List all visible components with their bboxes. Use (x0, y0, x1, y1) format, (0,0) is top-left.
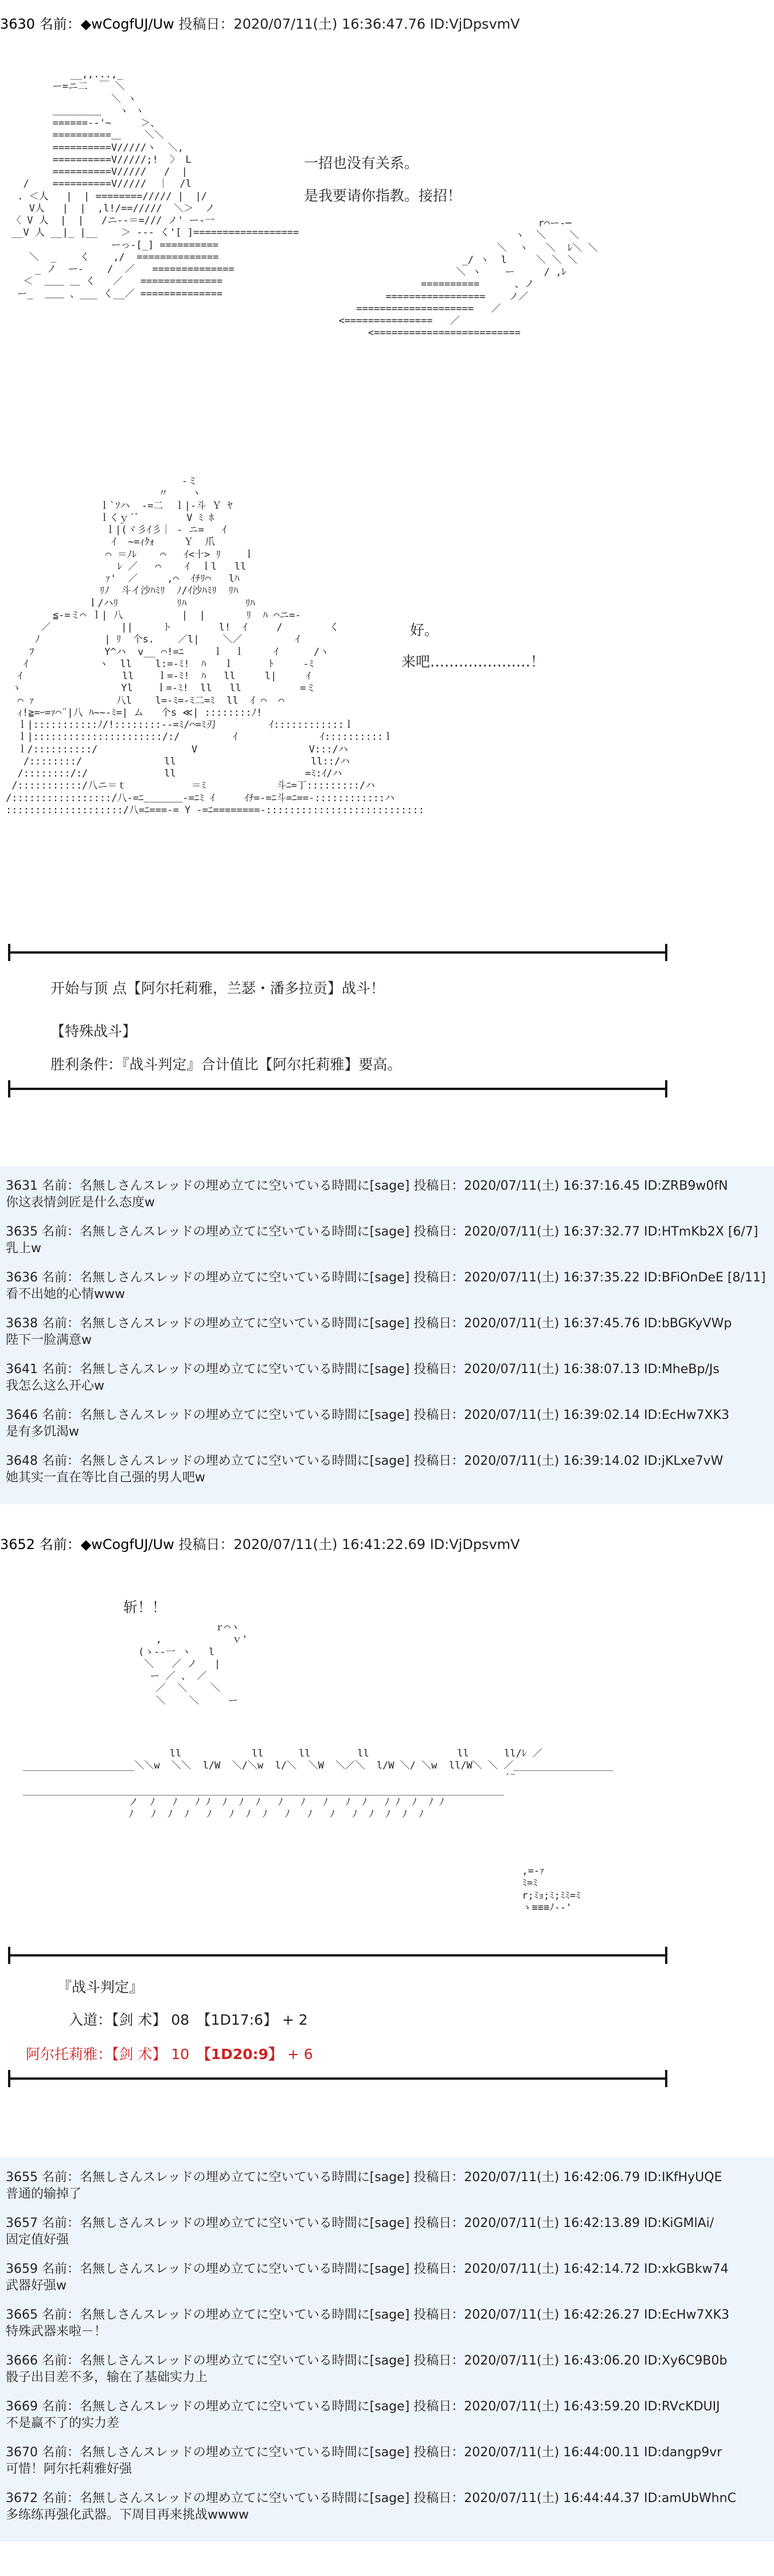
reply-item: 3659 名前：名無しさんスレッドの埋め立てに空いている時間に[sage] 投稿日：2020/07/11(土) 16:42:14.72 ID:xkGBkw74 武器好强w (6, 2262, 729, 2293)
reply-item: 3636 名前：名無しさんスレッドの埋め立てに空いている時間に[sage] 投稿日：2020/07/11(土) 16:37:35.22 ID:BFiOnDeE [8/11] 看不出她的心情www (6, 1271, 766, 1301)
judge-row: 入道：【剑 术】 08 【1D17:6】 + 2 (69, 2012, 308, 2028)
reply-item: 3638 名前：名無しさんスレッドの埋め立てに空いている時間に[sage] 投稿日：2020/07/11(土) 16:37:45.76 ID:bBGKyVWp 陛下一脸满意w (6, 1316, 732, 1347)
post-date-id: 投稿日：2020/07/11(土) 16:41:22.69 ID:VjDpsvmV (174, 1536, 520, 1552)
reply-item: 3635 名前：名無しさんスレッドの埋め立てに空いている時間に[sage] 投稿日：2020/07/11(土) 16:37:32.77 ID:HTmKb2X [6/7] 乳上w (6, 1225, 759, 1256)
judge-row-winner: 阿尔托莉雅：【剑 术】 10 【1D20:9】 + 6 (26, 2046, 313, 2063)
reply-item: 3670 名前：名無しさんスレッドの埋め立てに空いている時間に[sage] 投稿日：2020/07/11(土) 16:44:00.11 ID:dangp9vr 可惜！阿尔托莉雅好强 (6, 2445, 722, 2476)
reply-item: 3657 名前：名無しさんスレッドの埋め立てに空いている時間に[sage] 投稿日：2020/07/11(土) 16:42:13.89 ID:KiGMlAi/ 固定值好强 (6, 2216, 714, 2247)
reply-item: 3641 名前：名無しさんスレッドの埋め立てに空いている時間に[sage] 投稿日：2020/07/11(土) 16:38:07.13 ID:MheBp/Js 我怎么这么开心w (6, 1362, 720, 1393)
reply-item: 3672 名前：名無しさんスレッドの埋め立てに空いている時間に[sage] 投稿日：2020/07/11(土) 16:44:44.37 ID:amUbWhnC 多练练再强化武器。下周目再来挑战wwww (6, 2491, 736, 2522)
reply-item: 3631 名前：名無しさんスレッドの埋め立てに空いている時間に[sage] 投稿日：2020/07/11(土) 16:37:16.45 ID:ZRB9w0fN 你这表情剑匠是什么态度w (6, 1179, 728, 1210)
reply-item: 3646 名前：名無しさんスレッドの埋め立てに空いている時間に[sage] 投稿日：2020/07/11(土) 16:39:02.14 ID:EcHw7XK3 是有多饥渴w (6, 1408, 729, 1439)
reply-item: 3669 名前：名無しさんスレッドの埋め立てに空いている時間に[sage] 投稿日：2020/07/11(土) 16:43:59.20 ID:RVcKDUIJ 不是赢不了的实力差 (6, 2399, 720, 2430)
section-divider (8, 1088, 667, 1090)
post-header (0, 1533, 520, 1553)
ascii-art-knight: -ミ 〃 ヽ ｌ`ｿハ -=二 ｌ|-斗 Ｙ ﾔ ｌくｙ´ﾞ V ﾐ ﾎ ｌ|(ヾ彡ｲ彡｜ ‐ ニ= ｲ ｲ ~=ｨｸｫ Ｙ 爪 ⌒ ＝ﾉﾚ ⌒ ｲ<十> ﾘ ｌ ﾚ ／ ⌒ ｲ ｌl ll ｧ' ／ ,⌒ ｲﾁﾘ⌒ lﾊ ﾘﾉ 斗イ沙ﾊﾐﾘ ﾉ/ｲ沙ﾊﾐﾘ ﾘﾊ ｌ/ハﾘ ﾘﾊ ﾘﾊ ≦-=ミ⌒ ｌ| 八 | | ﾘ ﾊ ⌒ニ=- ／ || ト l! ｲ / く ﾉ | ﾘ 个s. ／l| ＼／ ｲ ﾌ Y^ハ v__ ⌒!=ﾆ ｌ ｌ ｲ /ヽ ｲ ヽ ll l:=-ﾐ! ﾊ ｌ ﾄ -ﾐ ｲ ll ｌ=-ﾐ! ﾊ ll l| ｲ ゝ Yl ｌ=-ﾐ! ll ll =ミ ⌒ ｧ 八l l=-ﾐ=-ﾐ二=ﾐ ll ｲ ⌒ ⌒ ｨ!≧=ｰ=ｧ⌒¨|八 ﾊ~~-ﾐ=| ム 个s ≪| ::::::::ﾉ! ｌ|:::::::::::ﾉ/!::::::::--=ﾐ/⌒=ﾐ刃 ｲ::::::::::::ｌ ｌ|::::::::::::::::::::::/:/ ｲ ｲ::::::::::ｌ ｌ/::::::::::/ V V:::/ハ /::::::::/ ll ll::/ハ /::::::::/:/ ll =ﾐ:ｲ/ハ /:::::::::::/八ニ＝ｔ ＝ﾐ 斗ﾆ=丁:::::::::/ハ /:::::::::::::::::/八-=ﾆ＿＿＿＿-=ﾆﾐ ｲ ｲﾁ=-=ﾆ斗=ﾆ==-::::::::::::ハ ::::::::::::::::::::/八=ﾆ===-= Y -=ﾆ========-::::::::::::::::::::::::::: (6, 476, 424, 816)
battle-start-text: 开始与顶 点【阿尔托莉雅，兰瑟・潘多拉贡】战斗！ (50, 980, 385, 997)
ascii-art-sword-swing: __,,...,_ ー=ニ二 ￣ ＼ ＼ ヽ ＿＿＿＿＿ ヽ ヽ ======-‐'~ ＞、 ==========＿ ＼＼ ==========V/////ヽ ＼, ==========V/////;! 〉 L ==========V///// / | / ==========V///// ｜ /l . ＜人 | | ========///// | |/ V人 | | ,l!/==///// ＼＞ ノ 〈 V 人 | | /ニ--＝=/// ノ' ー-一 __V 人 __|_ |__ ＞ --- く'[ ]================== ーっ‐[_] ========== ＼ _ く ,/ ============== _ ノ ー‐ / ／ ============== ＜ ＿＿ ＿ く ／ ============== ー_ ＿＿ 、___ く__／ ============== (11, 69, 299, 300)
speech-line: 好。 (410, 622, 439, 638)
reply-item: 3648 名前：名無しさんスレッドの埋め立てに空いている時間に[sage] 投稿日：2020/07/11(土) 16:39:14.02 ID:jKLxe7vW 她其实一直在等比自己强的男人吧w (6, 1454, 724, 1485)
ascii-art-slash-effect: ll ll ll ll ll ll/ﾚ ／ ___________________＼＼w ＼＼ l/W ＼/＼w l/＼ ＼W ＼／＼ l/W ＼/ ＼w ll/W＼ ＼ ／_________________ ´¨ __________________________________________________________________________________ ノ ﾉ ﾉ ﾉ ﾉ ﾉ ﾉ ﾉ ﾉ ﾉ ﾉ ﾉ ﾉ ﾉ ﾉ ﾉ ﾉ ﾉ ﾉ ﾉ ﾉ ﾉ ﾉ ﾉ ﾉ ﾉ ﾉ ﾉ ﾉ ﾉ ﾉ ﾉ ﾉ ﾉ (23, 1748, 613, 1821)
reply-item: 3665 名前：名無しさんスレッドの埋め立てに空いている時間に[sage] 投稿日：2020/07/11(土) 16:42:26.27 ID:EcHw7XK3 特殊武器来啦－！ (6, 2308, 729, 2339)
speech-line: 是我要请你指教。接招！ (304, 187, 462, 204)
speech-line: 斩！！ (123, 1599, 167, 1616)
section-divider (8, 951, 667, 954)
special-battle-label: 【特殊战斗】 (50, 1023, 137, 1040)
victory-condition: 胜利条件：『战斗判定』合计值比【阿尔托莉雅】要高。 (50, 1056, 402, 1073)
ascii-art-slash-figure: ｒ⌒ヽ , ｖ' (ゝ-‐一 ヽ l ＼ ／ ノ | ー ／ 、 ／ ／ ＼ ＼ ＼ ＼ ー (138, 1622, 248, 1707)
reply-item: 3666 名前：名無しさんスレッドの埋め立てに空いている時間に[sage] 投稿日：2020/07/11(土) 16:43:06.20 ID:Xy6C9B0b 骰子出目差不多，输在了基础实力上 (6, 2354, 728, 2385)
ascii-art-wind-trail: r⌒ー‐─ ヽ ＼ ＼ ＼ ヽ ＼ ﾚ＼ ＼ _/ ヽ l ＼ ＼ ＼ ＼ ヽ ー / ,ﾚ ========== 、ノ ================= ノ／ ==================== ／ <=============== ／ <========================= (338, 218, 598, 339)
post-date-id: 投稿日：2020/07/11(土) 16:36:47.76 ID:VjDpsvmV (174, 16, 520, 32)
post-header (0, 13, 520, 33)
section-divider (8, 2077, 667, 2080)
reply-list (0, 2158, 774, 2542)
ascii-art-fallen-figure: ,=-ｧ ﾐ=ﾐ r;ﾐｮ;ﾐ;ﾐﾐ=ﾐ ゝ≡≡≡ﾉ-‐' (522, 1865, 581, 1914)
reply-item: 3655 名前：名無しさんスレッドの埋め立てに空いている時間に[sage] 投稿日：2020/07/11(土) 16:42:06.79 ID:IKfHyUQE 普通的输掉了 (6, 2170, 722, 2201)
speech-line: 一招也没有关系。 (304, 155, 419, 171)
poster-name: 3652 名前：◆wCogfUJ/Uw (0, 1536, 174, 1552)
poster-name: 3630 名前：◆wCogfUJ/Uw (0, 16, 174, 32)
section-divider (8, 1954, 667, 1956)
reply-list (0, 1166, 774, 1504)
speech-line: 来吧…………………！ (401, 653, 545, 670)
judge-title: 『战斗判定』 (57, 1979, 144, 1995)
